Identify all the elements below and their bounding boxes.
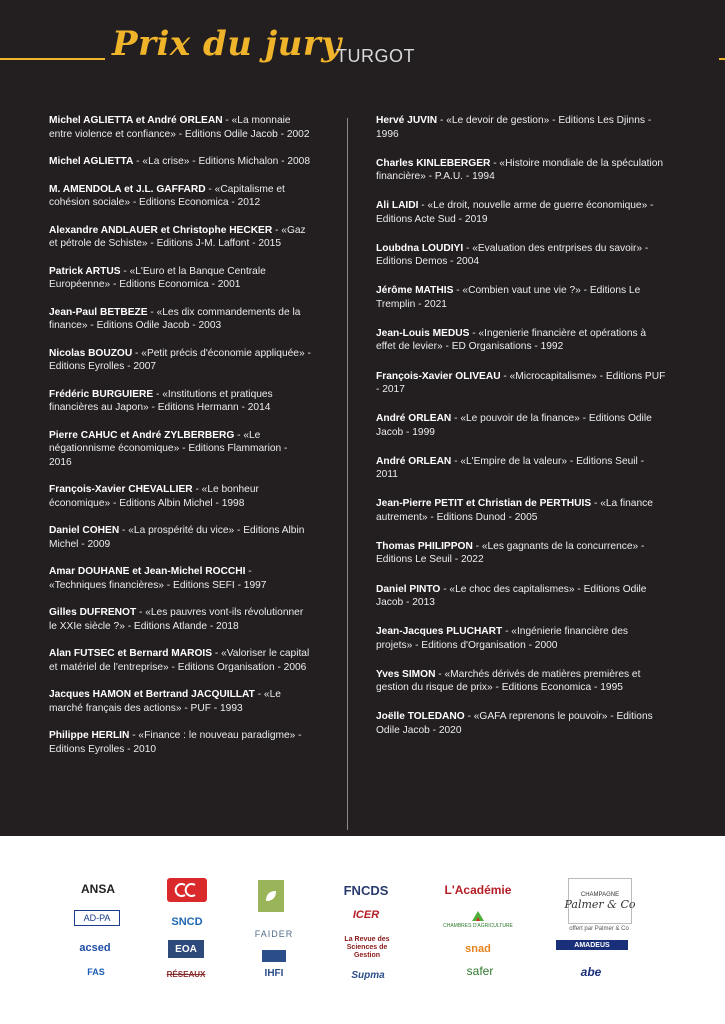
book-author: Philippe HERLIN <box>49 730 130 741</box>
acsed-logo: acsed <box>79 942 111 954</box>
book-entry <box>376 199 666 226</box>
ansa-logo: ANSA <box>80 882 115 896</box>
book-author: Frédéric BURGUIERE <box>49 388 154 400</box>
book-entry <box>376 284 666 311</box>
book-details: - «Finance : le nouveau paradigme» - Editions Eyrolles - 2010 <box>49 730 302 755</box>
palmer-note: offert par Palmer & Co <box>569 926 629 932</box>
book-author: Alexandre ANDLAUER et Christophe HECKER <box>49 224 273 236</box>
book-author: André ORLEAN <box>376 455 452 467</box>
book-author: Michel AGLIETTA et André ORLEAN <box>49 115 223 126</box>
edge-rule <box>719 58 725 60</box>
icer-logo: ICER <box>352 909 380 921</box>
reseaux-logo: RÉSEAUX <box>166 969 206 979</box>
book-entry <box>376 540 666 567</box>
book-entry <box>49 483 311 510</box>
book-details: - «Les pauvres vont-ils révolutionner le XXIe siècle ?» - Editions Atlande - 2018 <box>49 607 304 632</box>
book-entry <box>49 429 311 470</box>
safer-logo: safer <box>466 964 494 978</box>
book-entry <box>376 625 666 652</box>
book-author: Hervé JUVIN <box>376 115 438 126</box>
book-details: - «Le marché français des actions» - PUF - 1993 <box>49 689 281 714</box>
book-entry <box>376 668 666 695</box>
sponsor-logos <box>0 836 725 1024</box>
cc-mark-icon <box>174 882 200 898</box>
book-details: - «Ingenierie financière et opérations à effet de levier» - ED Organisations - 1992 <box>376 327 647 353</box>
book-author: Yves SIMON <box>376 668 436 680</box>
book-details: - «La prospérité du vice» - Editions Albin Michel - 2009 <box>49 525 305 550</box>
book-author: Joëlle TOLEDANO <box>376 711 465 723</box>
column-divider <box>347 118 348 830</box>
book-details: - «Les gagnants de la concurrence» - Editions Le Seuil - 2022 <box>376 540 645 566</box>
book-entry <box>49 388 311 415</box>
right-column <box>376 114 666 753</box>
book-entry <box>376 497 666 524</box>
book-details: - «Microcapitalisme» - Editions PUF - 2017 <box>376 370 666 396</box>
book-details: - «La monnaie entre violence et confiance» - Editions Odile Jacob - 2002 <box>49 115 310 140</box>
book-entry <box>49 155 311 169</box>
book-details: - «La finance autrement» - Editions Dunod - 2005 <box>376 498 653 523</box>
book-author: Jean-Louis MEDUS <box>376 327 470 339</box>
book-details: - «Valoriser le capital et matériel de l'entreprise» - Editions Organisation - 2006 <box>49 648 310 673</box>
eoa-logo: EOA <box>168 940 204 958</box>
page-title: Prix du jury <box>112 24 342 64</box>
book-entry <box>49 265 311 292</box>
book-details: - «Le négationnisme économique» - Editions Flammarion - 2016 <box>49 429 288 468</box>
book-details: - «Histoire mondiale de la spéculation financière» - P.A.U. - 1994 <box>376 157 664 183</box>
book-entry <box>49 688 311 715</box>
book-details: - «Le droit, nouvelle arme de guerre économique» - Editions Acte Sud - 2019 <box>376 200 654 225</box>
book-details: - «Le devoir de gestion» - Editions Les Djinns - 1996 <box>376 115 652 140</box>
chambres-label: CHAMBRES D'AGRICULTURE <box>443 923 513 929</box>
book-entry <box>376 412 666 439</box>
supma-logo: Supma <box>351 969 385 981</box>
chambres-logo <box>443 906 513 932</box>
faider-logo: FAIDER <box>254 929 294 939</box>
chambres-mark-icon <box>470 909 486 923</box>
book-author: Jacques HAMON et Bertrand JACQUILLAT <box>49 689 255 700</box>
palmer-label: Palmer & Co <box>564 897 636 911</box>
book-details: - «L'Empire de la valeur» - Editions Seuil - 2011 <box>376 455 645 481</box>
book-details: - «Evaluation des entrprises du savoir» - Editions Demos - 2004 <box>376 242 649 268</box>
book-author: Amar DOUHANE et Jean-Michel ROCCHI <box>49 566 246 577</box>
fas-logo: FAS <box>87 967 105 977</box>
book-entry <box>49 524 311 551</box>
adpa-logo: AD-PA <box>74 910 120 926</box>
book-author: Jean-Pierre PETIT et Christian de PERTHUIS <box>376 498 592 510</box>
palmer-logo <box>564 878 636 924</box>
book-entry <box>376 370 666 397</box>
book-entry <box>376 242 666 269</box>
book-author: Ali LAIDI <box>376 200 419 212</box>
cc-logo <box>167 878 207 902</box>
book-details: - «Ingénierie financière des projets» - Editions d'Organisation - 2000 <box>376 626 628 651</box>
book-author: Daniel PINTO <box>376 583 441 595</box>
book-entry <box>49 647 311 674</box>
book-author: Gilles DUFRENOT <box>49 607 137 618</box>
book-details: - «L'Euro et la Banque Centrale Européenne» - Editions Economica - 2001 <box>49 265 266 290</box>
book-details: - «Combien vaut une vie ?» - Editions Le Tremplin - 2021 <box>376 285 641 310</box>
book-details: - «Institutions et pratiques financières au Japon» - Editions Hermann - 2014 <box>49 388 273 413</box>
book-details: - «Le choc des capitalismes» - Editions Odile Jacob - 2013 <box>376 583 647 609</box>
book-details: - «Capitalisme et cohésion sociale» - Editions Economica - 2012 <box>49 183 285 208</box>
dinka-logo <box>258 880 284 912</box>
book-entry <box>49 565 311 592</box>
book-entry <box>376 455 666 482</box>
book-author: Daniel COHEN <box>49 525 120 536</box>
book-entry <box>49 347 311 374</box>
book-author: Alan FUTSEC et Bernard MAROIS <box>49 648 213 659</box>
book-details: - «Petit précis d'économie appliquée» - Editions Eyrolles - 2007 <box>49 347 311 372</box>
book-author: François-Xavier CHEVALLIER <box>49 484 193 495</box>
book-author: Pierre CAHUC et André ZYLBERBERG <box>49 429 235 441</box>
book-details: - «Le pouvoir de la finance» - Editions Odile Jacob - 1999 <box>376 413 652 438</box>
book-entry <box>49 183 311 210</box>
book-entry <box>49 729 311 756</box>
book-details: - «La crise» - Editions Michalon - 2008 <box>133 156 311 167</box>
left-column <box>49 114 311 770</box>
book-author: Thomas PHILIPPON <box>376 540 473 552</box>
book-entry <box>376 327 666 354</box>
book-entry <box>376 114 666 141</box>
palmer-top-label: CHAMPAGNE <box>580 891 620 898</box>
revue-logo: La Revue des Sciences de Gestion <box>344 936 390 959</box>
book-author: Nicolas BOUZOU <box>49 347 133 359</box>
book-author: Patrick ARTUS <box>49 265 121 277</box>
amadeus-logo: AMADEUS <box>556 940 628 950</box>
book-author: M. AMENDOLA et J.L. GAFFARD <box>49 183 206 195</box>
book-entry <box>49 114 311 141</box>
sncd-logo: SNCD <box>171 916 203 928</box>
book-author: Charles KINLEBERGER <box>376 157 491 169</box>
book-entry <box>49 224 311 251</box>
book-author: Michel AGLIETTA <box>49 156 134 167</box>
snad-logo: snad <box>465 943 491 955</box>
book-author: François-Xavier OLIVEAU <box>376 370 501 382</box>
book-details: - «Marchés dérivés de matières premières et gestion du risque de prix» - Editions Economica - 1995 <box>376 668 641 694</box>
book-entry <box>376 583 666 610</box>
book-entry <box>376 710 666 737</box>
book-entry <box>376 157 666 184</box>
fncds-logo: FNCDS <box>343 882 389 898</box>
book-author: Loubdna LOUDIYI <box>376 242 464 254</box>
abe-logo: abe <box>580 965 602 979</box>
book-details: - «Techniques financières» - Editions SEFI - 1997 <box>49 566 267 591</box>
book-details: - «GAFA reprenons le pouvoir» - Editions Odile Jacob - 2020 <box>376 711 653 736</box>
book-author: Jérôme MATHIS <box>376 285 454 297</box>
book-author: Jean-Paul BETBEZE <box>49 306 148 318</box>
page-subtitle: TURGOT <box>336 46 415 66</box>
academie-logo: L'Académie <box>444 883 512 897</box>
ihfi-badge <box>262 950 286 962</box>
title-rule <box>0 58 105 60</box>
book-details: - «Les dix commandements de la finance» - Editions Odile Jacob - 2003 <box>49 306 301 331</box>
book-details: - «Le bonheur économique» - Editions Albin Michel - 1998 <box>49 484 259 509</box>
leaf-icon <box>264 889 278 903</box>
book-entry <box>49 606 311 633</box>
ihfi-logo: IHFI <box>264 967 284 979</box>
book-author: André ORLEAN <box>376 413 452 425</box>
book-author: Jean-Jacques PLUCHART <box>376 626 503 638</box>
book-entry <box>49 306 311 333</box>
book-details: - «Gaz et pétrole de Schiste» - Editions J-M. Laffont - 2015 <box>49 224 306 249</box>
